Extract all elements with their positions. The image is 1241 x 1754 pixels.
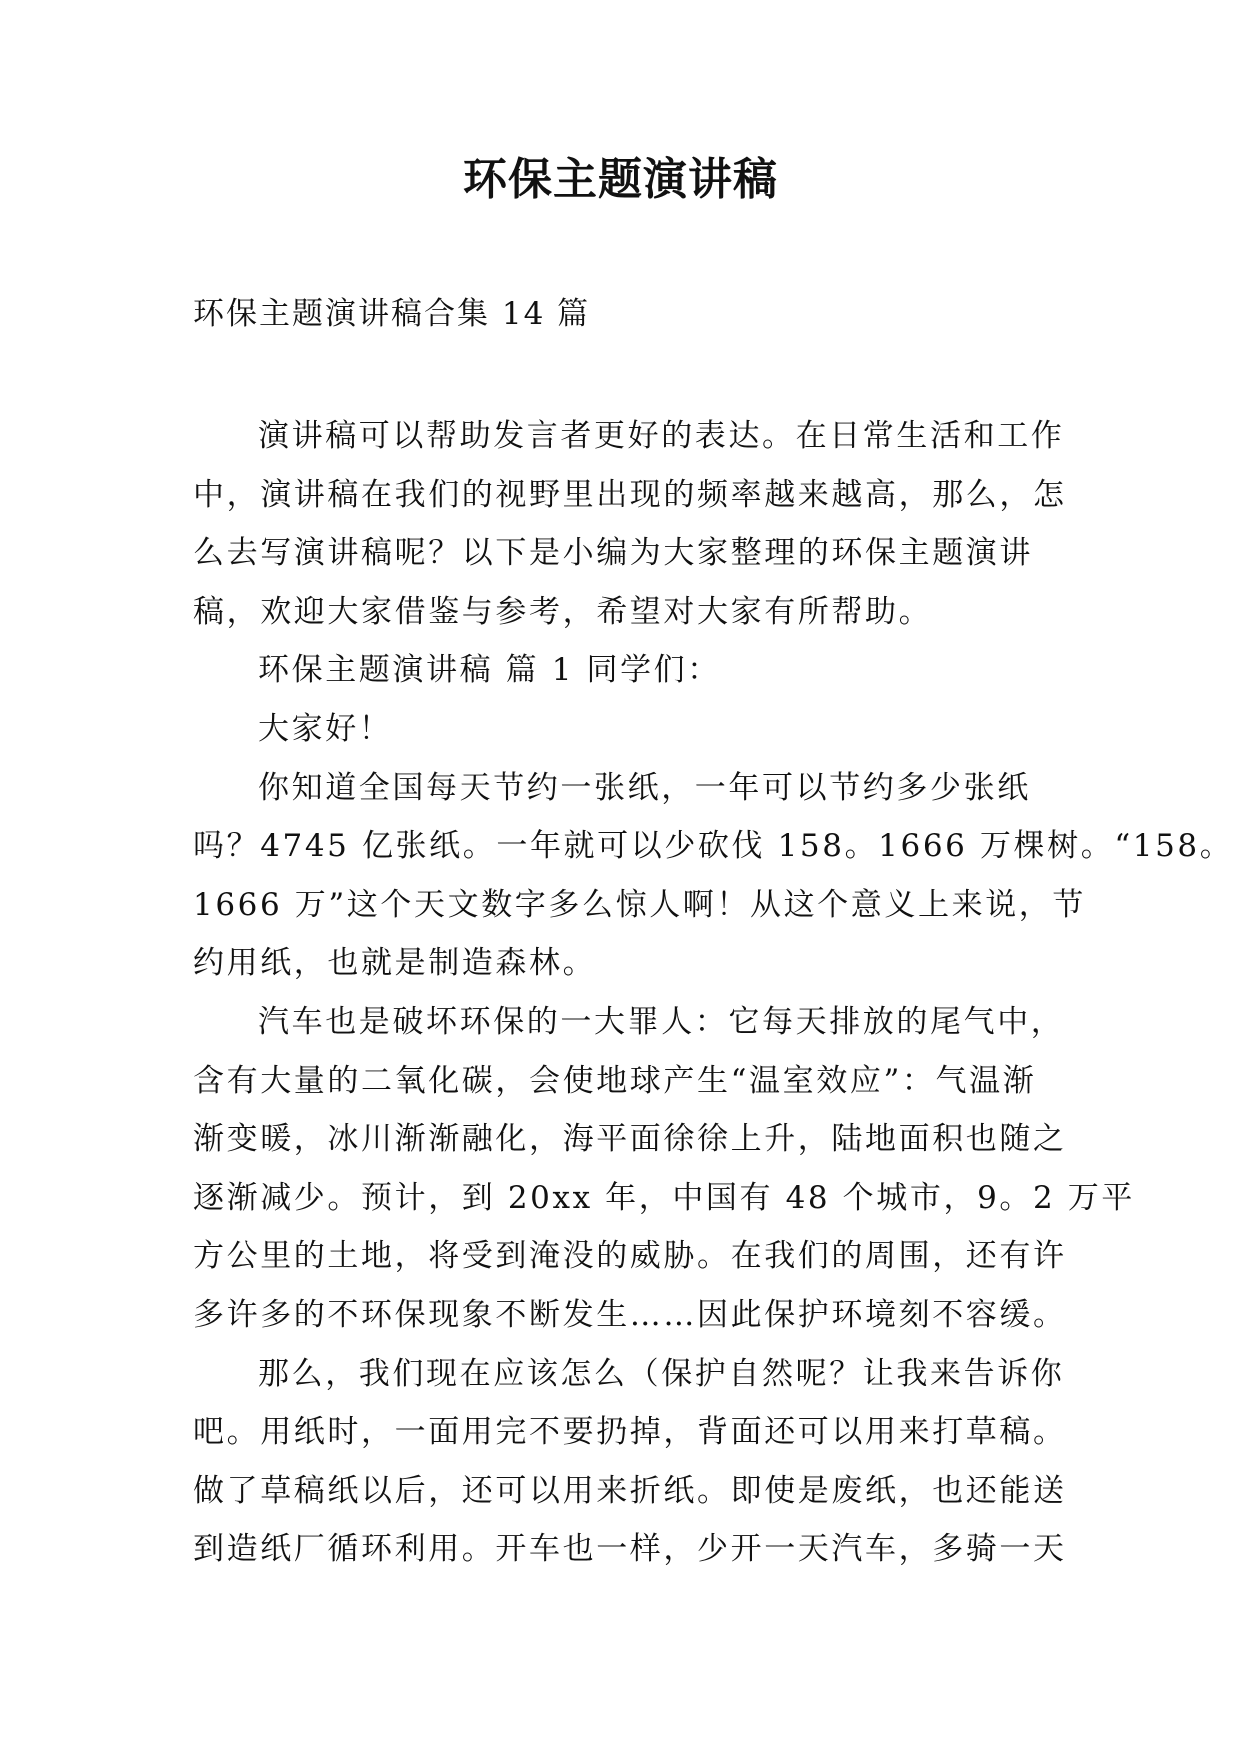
paragraph-line: 吗？4745 亿张纸。一年就可以少砍伐 158。1666 万棵树。“158。 (193, 828, 1234, 865)
paragraph-line: 那么，我们现在应该怎么（保护自然呢？让我来告诉你 (258, 1355, 1065, 1392)
paragraph-line: 1666 万”这个天文数字多么惊人啊！从这个意义上来说，节 (193, 886, 1086, 923)
document-body (193, 407, 1234, 1579)
paragraph-line: 渐变暖，冰川渐渐融化，海平面徐徐上升，陆地面积也随之 (193, 1121, 1067, 1158)
paragraph-line: 稿，欢迎大家借鉴与参考，希望对大家有所帮助。 (193, 593, 933, 630)
paragraph-line: 做了草稿纸以后，还可以用来折纸。即使是废纸，也还能送 (193, 1472, 1067, 1509)
paragraph-line: 吧。用纸时，一面用完不要扔掉，背面还可以用来打草稿。 (193, 1414, 1067, 1451)
paragraph-line: 演讲稿可以帮助发言者更好的表达。在日常生活和工作 (258, 418, 1065, 454)
paragraph-line: 多许多的不环保现象不断发生……因此保护环境刻不容缓。 (193, 1296, 1067, 1333)
document-subtitle: 环保主题演讲稿合集 14 篇 (193, 296, 591, 332)
paragraph-line: 汽车也是破坏环保的一大罪人：它每天排放的尾气中， (258, 1003, 1065, 1040)
paragraph-line: 方公里的土地，将受到淹没的威胁。在我们的周围，还有许 (193, 1238, 1067, 1275)
paragraph-line: 到造纸厂循环利用。开车也一样，少开一天汽车，多骑一天 (193, 1531, 1067, 1568)
paragraph-line: 么去写演讲稿呢？以下是小编为大家整理的环保主题演讲 (193, 535, 1033, 572)
paragraph-line: 逐渐减少。预计，到 20xx 年，中国有 48 个城市，9。2 万平 (193, 1179, 1135, 1216)
document-title: 环保主题演讲稿 (463, 154, 778, 205)
paragraph-line: 你知道全国每天节约一张纸，一年可以节约多少张纸 (258, 769, 1031, 806)
paragraph-line: 中，演讲稿在我们的视野里出现的频率越来越高，那么，怎 (193, 476, 1067, 513)
paragraph-line: 含有大量的二氧化碳，会使地球产生“温室效应”：气温渐 (193, 1062, 1037, 1099)
greeting-line: 大家好！ (258, 710, 393, 747)
paragraph-line: 约用纸，也就是制造森林。 (193, 945, 597, 982)
section-heading-line: 环保主题演讲稿 篇 1 同学们： (258, 652, 721, 689)
